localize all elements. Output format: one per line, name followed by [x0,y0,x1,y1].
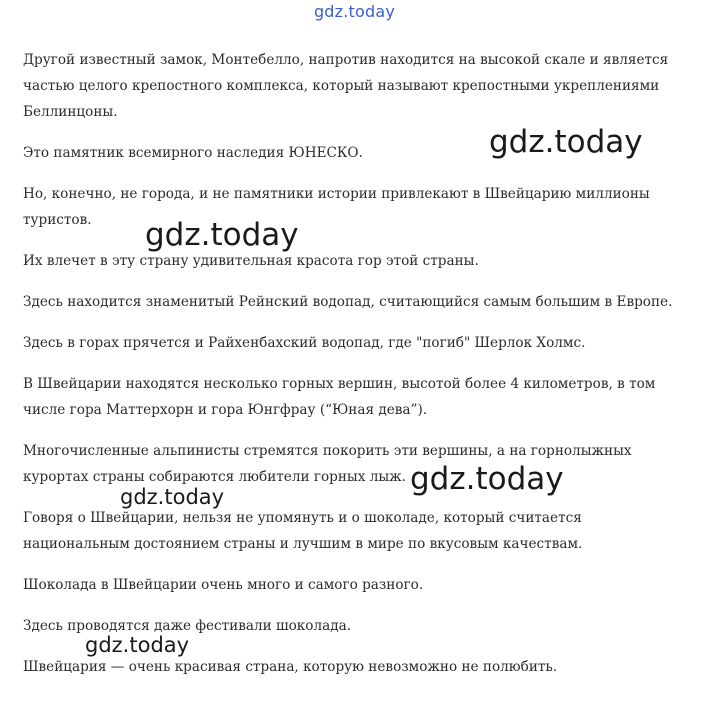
paragraph-mountains: Их влечет в эту страну удивительная красота гор этой страны. [23,253,479,269]
watermark-overlay: gdz.today [489,124,643,160]
paragraph-unesco: Это памятник всемирного наследия ЮНЕСКО. [23,145,363,161]
paragraph-alpinists: Многочисленные альпинисты стремятся покорить эти вершины, а на горнолыжных курортах страны собираются любители горных лыж. [23,443,632,485]
watermark-overlay: gdz.today [120,485,225,509]
paragraph-peaks: В Швейцарии находятся несколько горных вершин, высотой более 4 километров, в том числе гора Маттерхорн и гора Юнгфрау (“Юная дева”). [23,376,656,418]
paragraph-rhine-falls: Здесь находится знаменитый Рейнский водопад, считающийся самым большим в Европе. [23,294,673,310]
paragraph-chocolate: Говоря о Швейцарии, нельзя не упомянуть и о шоколаде, который считается национальным достоянием страны и лучшим в мире по вкусовым качествам. [23,510,583,552]
watermark-overlay: gdz.today [85,633,190,657]
watermark-overlay: gdz.today [410,461,564,497]
paragraph-tourists: Но, конечно, не города, и не памятники истории привлекают в Швейцарию миллионы туристов. [23,186,650,228]
paragraph-conclusion: Швейцария — очень красивая страна, которую невозможно не полюбить. [23,659,558,675]
paragraph-montebello: Другой известный замок, Монтебелло, напротив находится на высокой скале и является частью целого крепостного комплекса, который называют крепостными укреплениями Беллинцоны. [23,52,669,120]
article-body [23,47,691,680]
header-watermark: gdz.today [313,2,396,21]
paragraph-reichenbach-falls: Здесь в горах прячется и Райхенбахский водопад, где "погиб" Шерлок Холмс. [23,335,586,351]
paragraph-chocolate-festivals: Здесь проводятся даже фестивали шоколада. [23,618,352,634]
watermark-overlay: gdz.today [145,217,299,253]
paragraph-chocolate-variety: Шоколада в Швейцарии очень много и самого разного. [23,577,424,593]
